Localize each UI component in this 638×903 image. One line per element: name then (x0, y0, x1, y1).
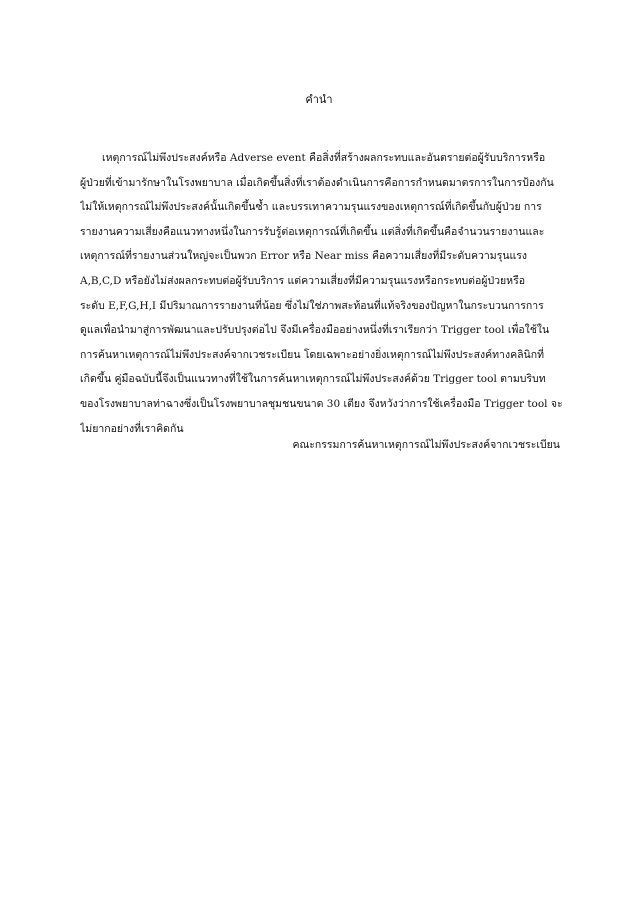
paragraph-line: ดูแลเพื่อนำมาสู่การพัฒนาและปรับปรุงต่อไป จึงมีเครื่องมืออย่างหนึ่งที่เราเรียกว่า Trigger tool เพื่อใช้ใน (80, 324, 550, 337)
paragraph-line: การค้นหาเหตุการณ์ไม่พึงประสงค์จากเวชระเบียน โดยเฉพาะอย่างยิ่งเหตุการณ์ไม่พึงประสงค์ทางคลินิกที่ (80, 348, 544, 361)
paragraph-line: ผู้ป่วยที่เข้ามารักษาในโรงพยาบาล เมื่อเกิดขึ้นสิ่งที่เราต้องดำเนินการคือการกำหนดมาตรการในการป้องกัน (80, 176, 554, 189)
paragraph-line: ระดับ E,F,G,H,I มีปริมาณการรายงานที่น้อย ซึ่งไม่ใช่ภาพสะท้อนที่แท้จริงของปัญหาในกระบวนการการ (80, 299, 544, 312)
paragraph-line: ไม่ยากอย่างที่เราคิดกัน (80, 422, 184, 435)
paragraph-line: เหตุการณ์ที่รายงานส่วนใหญ่จะเป็นพวก Error หรือ Near miss คือความเสี่ยงที่มีระดับความรุนแรง (80, 250, 528, 263)
page-title: คำนำ (305, 93, 333, 106)
paragraph-line: เหตุการณ์ไม่พึงประสงค์หรือ Adverse event คือสิ่งที่สร้างผลกระทบและอันตรายต่อผู้รับบริการหรือ (102, 152, 546, 164)
paragraph-line: เกิดขึ้น คู่มือฉบับนี้จึงเป็นแนวทางที่ใช้ในการค้นหาเหตุการณ์ไม่พึงประสงค์ด้วย Trigger tool ตามบริบท (80, 373, 546, 386)
signature-line: คณะกรรมการค้นหาเหตุการณ์ไม่พึงประสงค์จากเวชระเบียน (292, 439, 560, 451)
paragraph-line: A,B,C,D หรือยังไม่ส่งผลกระทบต่อผู้รับบริการ แต่ความเสี่ยงที่มีความรุนแรงหรือกระทบต่อผู้ป่วยหรือ (80, 274, 526, 287)
preface-paragraph (80, 146, 566, 441)
paragraph-line: ไม่ให้เหตุการณ์ไม่พึงประสงค์นั้นเกิดขึ้นซ้ำ และบรรเทาความรุนแรงของเหตุการณ์ที่เกิดขึ้นกับผู้ป่วย การ (80, 201, 542, 214)
paragraph-line: รายงานความเสี่ยงคือแนวทางหนึ่งในการรับรู้ต่อเหตุการณ์ที่เกิดขึ้น แต่สิ่งที่เกิดขึ้นคือจำนวนรายงานและ (80, 225, 545, 238)
paragraph-line: ของโรงพยาบาลท่าฉางซึ่งเป็นโรงพยาบาลชุมชนขนาด 30 เตียง จึงหวังว่าการใช้เครื่องมือ Trigger tool จะ (80, 397, 563, 410)
